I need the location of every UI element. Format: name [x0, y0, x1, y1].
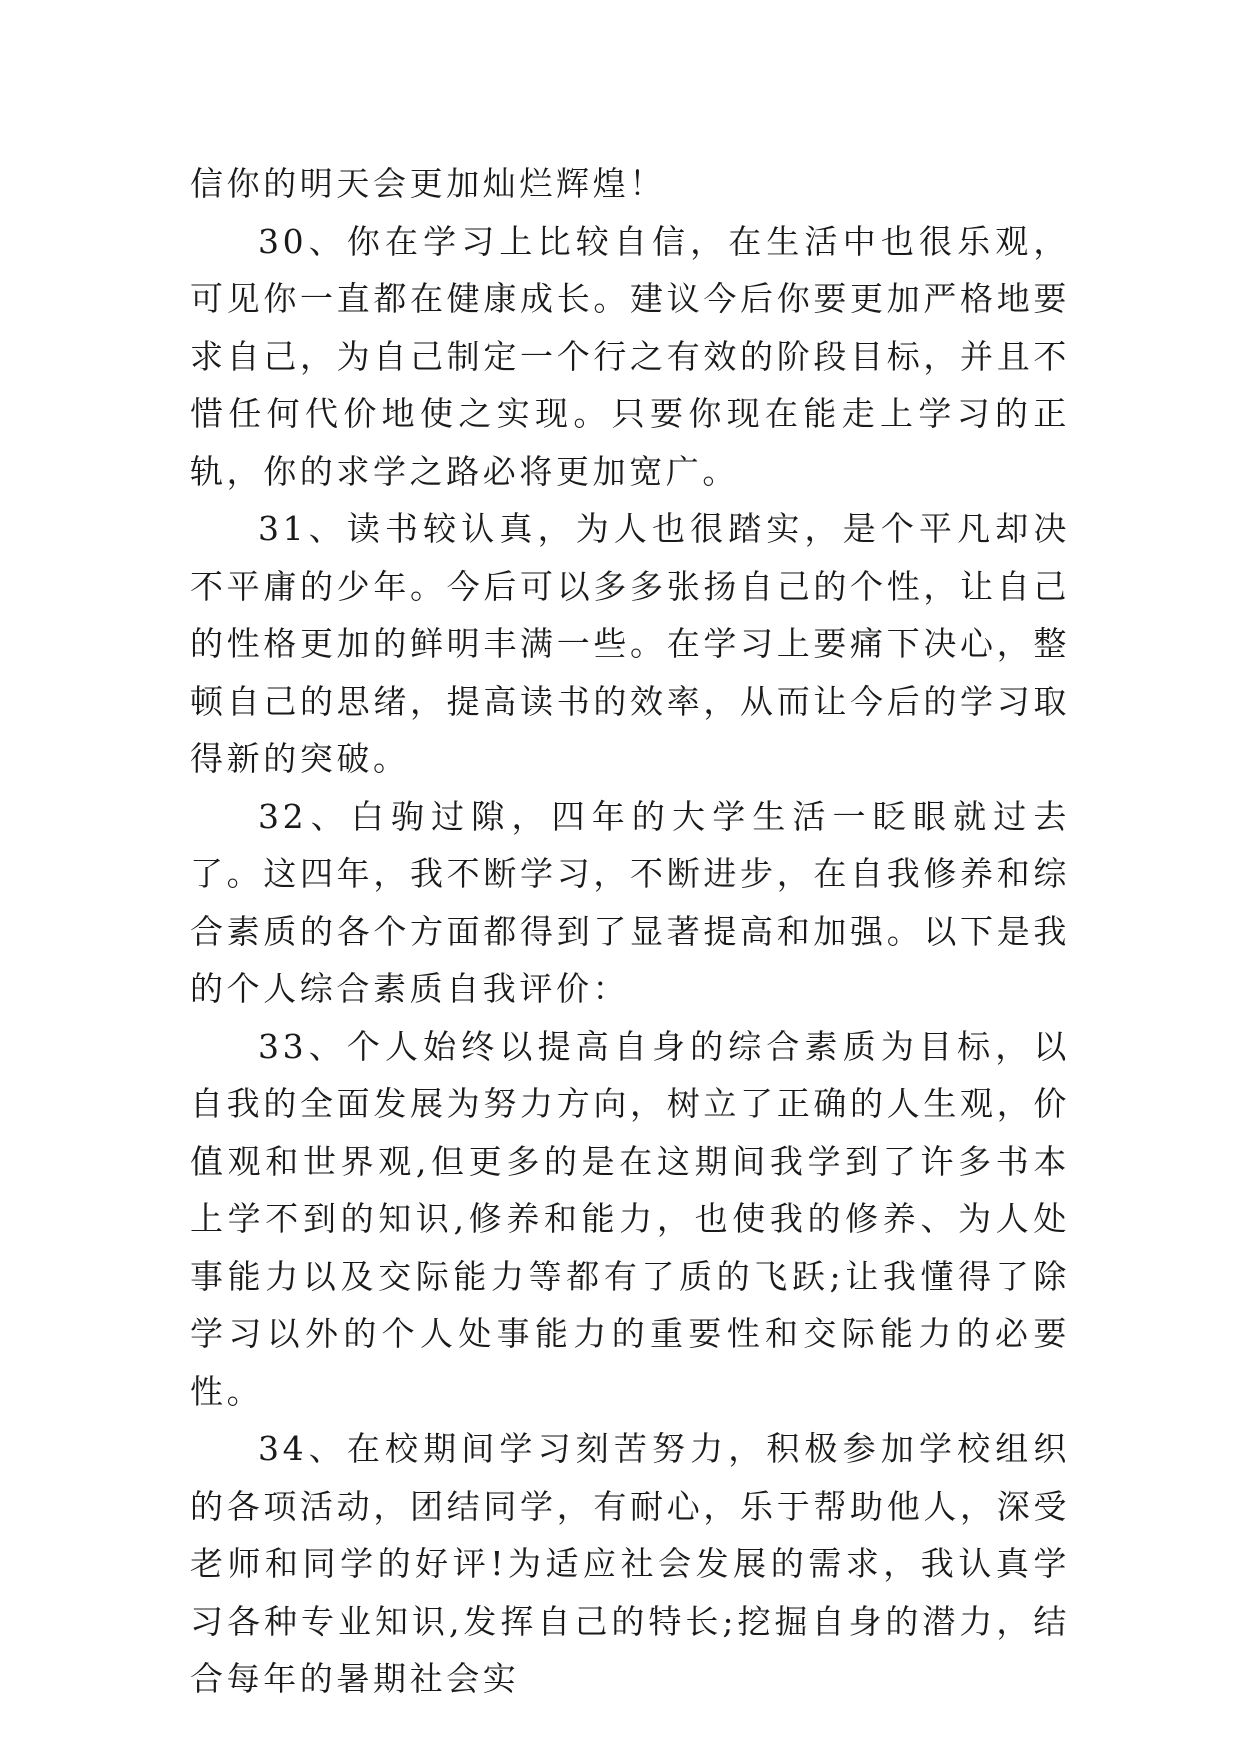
- paragraph-31: 31、读书较认真，为人也很踏实，是个平凡却决不平庸的少年。今后可以多多张扬自己的个性，让自己的性格更加的鲜明丰满一些。在学习上要痛下决心，整顿自己的思绪，提高读书的效率，从而让今后的学习取得新的突破。: [190, 509, 1070, 778]
- paragraph-33: 33、个人始终以提高自身的综合素质为目标，以自我的全面发展为努力方向，树立了正确的人生观，价值观和世界观,但更多的是在这期间我学到了许多书本上学不到的知识,修养和能力，也使我的修养、为人处事能力以及交际能力等都有了质的飞跃;让我懂得了除学习以外的个人处事能力的重要性和交际能力的必要性。: [190, 1026, 1070, 1411]
- paragraph-32: 32、白驹过隙，四年的大学生活一眨眼就过去了。这四年，我不断学习，不断进步，在自我修养和综合素质的各个方面都得到了显著提高和加强。以下是我的个人综合素质自我评价：: [190, 796, 1070, 1008]
- paragraph-34: 34、在校期间学习刻苦努力，积极参加学校组织的各项活动，团结同学，有耐心，乐于帮助他人，深受老师和同学的好评!为适应社会发展的需求，我认真学习各种专业知识,发挥自己的特长;挖掘自身的潜力，结合每年的暑期社会实: [190, 1429, 1070, 1698]
- paragraph-continuation: 信你的明天会更加灿烂辉煌！: [190, 164, 666, 203]
- paragraph-30: 30、你在学习上比较自信，在生活中也很乐观，可见你一直都在健康成长。建议今后你要更加严格地要求自己，为自己制定一个行之有效的阶段目标，并且不惜任何代价地使之实现。只要你现在能走上学习的正轨，你的求学之路必将更加宽广。: [190, 221, 1070, 491]
- document-body: [190, 155, 1070, 1708]
